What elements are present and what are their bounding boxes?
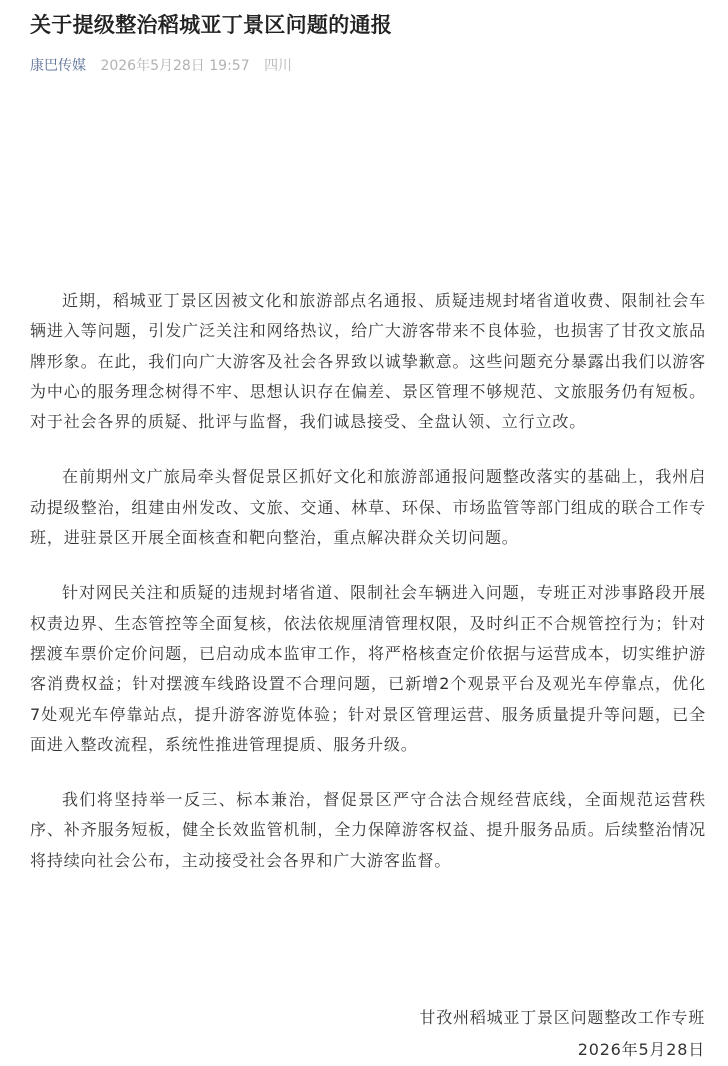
publish-datetime: 2026年5月28日 19:57 [100, 58, 250, 74]
signature-block [419, 1002, 705, 1066]
signature-date: 2026年5月28日 [577, 1040, 705, 1059]
article-paragraph: 针对网民关注和质疑的违规封堵省道、限制社会车辆进入问题，专班正对涉事路段开展权责边界、生态管控等全面复核，依法依规厘清管理权限，及时纠正不合规管控行为；针对摆渡车票价定价问题，已启动成本监审工作，将严格核查定价依据与运营成本，切实维护游客消费权益；针对摆渡车线路设置不合理问题，已新增2个观景平台及观光车停靠点，优化7处观光车停靠站点，提升游客游览体验；针对景区管理运营、服务质量提升等问题，已全面进入整改流程，系统性推进管理提质、服务升级。 [30, 583, 706, 754]
publish-location: 四川 [264, 58, 293, 74]
author-link[interactable]: 康巴传媒 [30, 58, 86, 74]
article-title: 关于提级整治稻城亚丁景区问题的通报 [30, 13, 393, 37]
signature-org: 甘孜州稻城亚丁景区问题整改工作专班 [419, 1008, 705, 1027]
article-paragraph: 在前期州文广旅局牵头督促景区抓好文化和旅游部通报问题整改落实的基础上，我州启动提级整治，组建由州发改、文旅、交通、林草、环保、市场监管等部门组成的联合工作专班，进驻景区开展全面核查和靶向整治，重点解决群众关切问题。 [30, 467, 706, 548]
article-paragraph: 我们将坚持举一反三、标本兼治，督促景区严守合法合规经营底线，全面规范运营秩序、补齐服务短板，健全长效监管机制，全力保障游客权益、提升服务品质。后续整治情况将持续向社会公布，主动接受社会各界和广大游客监督。 [30, 790, 706, 870]
article-meta [30, 55, 292, 77]
article-body [30, 286, 706, 901]
article-paragraph: 近期，稻城亚丁景区因被文化和旅游部点名通报、质疑违规封堵省道收费、限制社会车辆进入等问题，引发广泛关注和网络热议，给广大游客带来不良体验，也损害了甘孜文旅品牌形象。在此，我们向广大游客及社会各界致以诚挚歉意。这些问题充分暴露出我们以游客为中心的服务理念树得不牢、思想认识存在偏差、景区管理不够规范、文旅服务仍有短板。对于社会各界的质疑、批评与监督，我们诚恳接受、全盘认领、立行立改。 [30, 291, 706, 432]
